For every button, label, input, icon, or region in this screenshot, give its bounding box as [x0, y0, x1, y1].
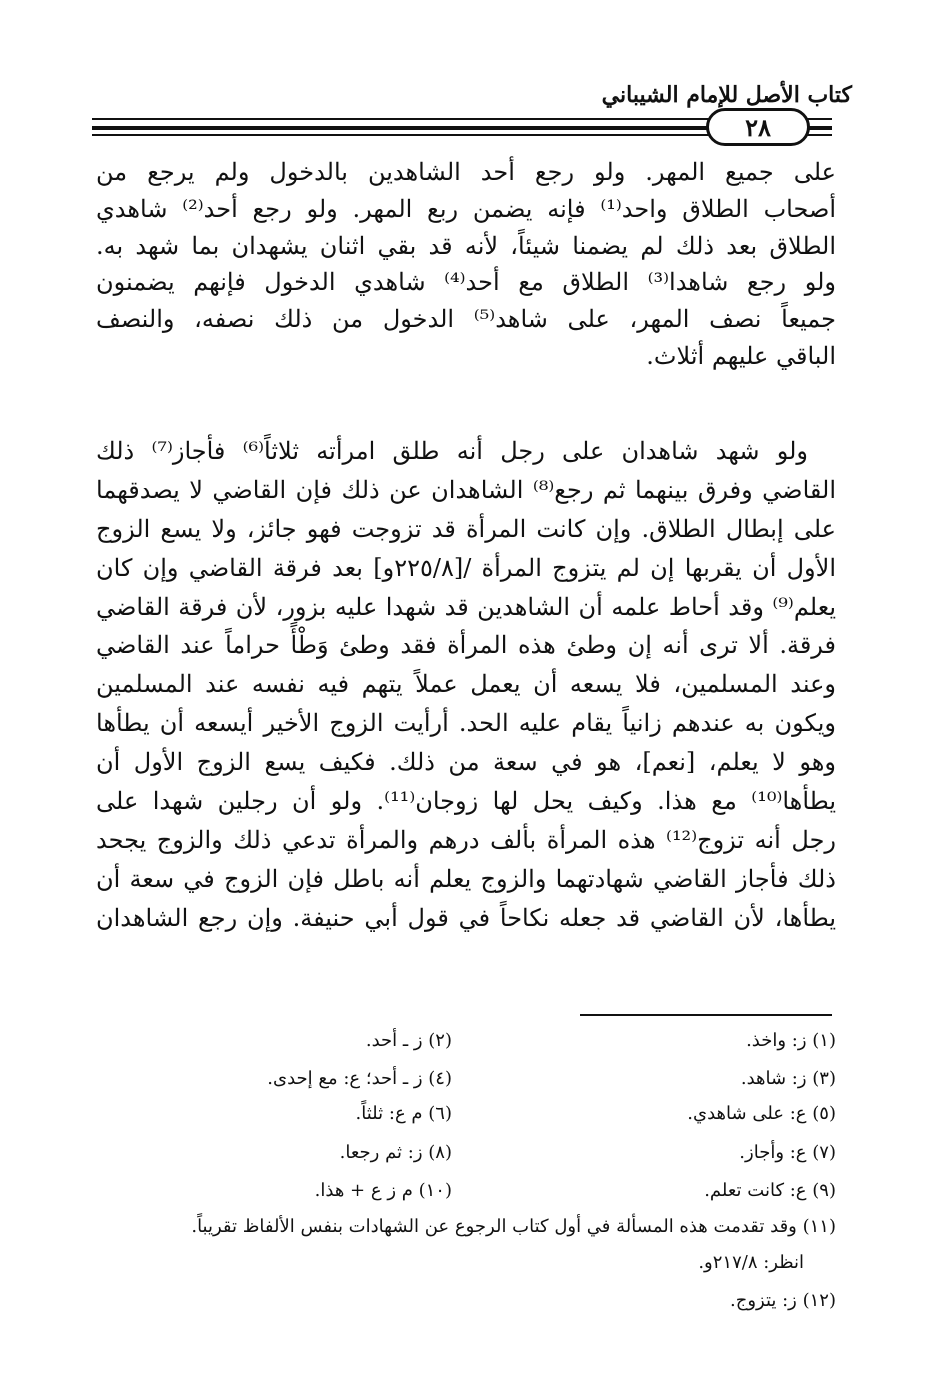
text-line: ولو رجع شاهدا⁽³⁾ الطلاق مع أحد⁽⁴⁾ شاهدي الدخول فإنهم يضمنون [96, 268, 837, 297]
footnote-1: (١) ز: واخذ. [746, 1030, 836, 1051]
running-header-title: كتاب الأصل للإمام الشيباني [601, 82, 852, 108]
footnote-11: (١١) وقد تقدمت هذه المسألة في أول كتاب الرجوع عن الشهادات بنفس الألفاظ تقريباً. [191, 1216, 836, 1237]
footnote-3: (٣) ز: شاهد. [740, 1068, 836, 1089]
paragraph-2 [96, 432, 836, 938]
footnote-2: (٢) ز ـ أحد. [365, 1030, 452, 1051]
footnote-6: (٦) م ع: ثلثاً. [355, 1103, 452, 1124]
footnote-11-continued: انظر: ٢١٧/٨و. [698, 1252, 804, 1273]
text-line: ذلك فأجاز القاضي شهادتهما والزوج يعلم أنه باطل فإن الزوج في سعة أن [96, 864, 836, 893]
footnote-10: (١٠) م ز ع + هذا. [314, 1180, 452, 1201]
text-line: الطلاق بعد ذلك لم يضمنا شيئاً، لأنه قد بقي اثنان يشهدان بما شهد به. [96, 231, 836, 260]
paragraph-1 [96, 154, 836, 375]
text-line: على جميع المهر. ولو رجع أحد الشاهدين بالدخول ولم يرجع من [96, 158, 836, 186]
footnote-7: (٧) ع: وأجاز. [739, 1142, 836, 1163]
footnote-9: (٩) ع: كانت تعلم. [704, 1180, 836, 1201]
text-line: جميعاً نصف المهر، على شاهد⁽⁵⁾ الدخول من ذلك نصفه، والنصف [96, 305, 836, 334]
text-line: القاضي وفرق بينهما ثم رجع⁽⁸⁾ الشاهدان عن ذلك فإن القاضي لا يصدقهما [96, 475, 836, 504]
text-line: ويكون به عندهم زانياً يقام عليه الحد. أرأيت الزوج الأخير أيسعه أن يطأها [96, 709, 836, 738]
text-line: على إبطال الطلاق. وإن كانت المرأة قد تزوجت فهو جائز، ولا يسع الزوج [96, 514, 836, 543]
text-line: وهو لا يعلم، [نعم]، هو في سعة من ذلك. فكيف يسع الزوج الأول أن [96, 748, 836, 777]
text-line: الأول أن يقربها إن لم يتزوج المرأة /[٢٢٥/٨و] بعد فرقة القاضي وإن كان [96, 553, 836, 582]
text-line: الباقي عليهم أثلاث. [646, 341, 836, 370]
text-line: رجل أنه تزوج⁽¹²⁾ هذه المرأة بألف درهم والمرأة تدعي ذلك والزوج يجحد [96, 825, 836, 854]
footnote-12: (١٢) ز: يتزوج. [729, 1290, 836, 1311]
text-line: فرقة. ألا ترى أنه إن وطئ هذه المرأة فقد وطئ وَطْأً حراماً عند القاضي [96, 631, 837, 660]
text-line: يعلم⁽⁹⁾ وقد أحاط علمه أن الشاهدين قد شهدا عليه بزور، لأن فرقة القاضي [96, 592, 836, 621]
text-line: يطأها، لأن القاضي قد جعله نكاحاً في قول أبي حنيفة. وإن رجع الشاهدان [96, 903, 836, 932]
text-line: يطأها⁽¹⁰⁾ مع هذا. وكيف يحل لها زوجان⁽¹¹⁾. ولو أن رجلين شهدا على [96, 787, 836, 816]
text-line: وعند المسلمين، فلا يسعه أن يعمل عملاً يتهم فيه نفسه عند المسلمين [96, 670, 836, 699]
footnote-separator [580, 1014, 832, 1016]
text-line: أصحاب الطلاق واحد⁽¹⁾ فإنه يضمن ربع المهر. ولو رجع أحد⁽²⁾ شاهدي [96, 194, 837, 223]
footnote-4: (٤) ز ـ أحد؛ ع: مع إحدى. [267, 1068, 452, 1089]
footnote-5: (٥) ع: على شاهدي. [687, 1103, 836, 1124]
page-number: ٢٨ [706, 108, 810, 146]
footnote-8: (٨) ز: ثم رجعا. [339, 1142, 452, 1163]
text-line: ولو شهد شاهدان على رجل أنه طلق امرأته ثلاثاً⁽⁶⁾ فأجاز⁽⁷⁾ ذلك [96, 437, 809, 465]
